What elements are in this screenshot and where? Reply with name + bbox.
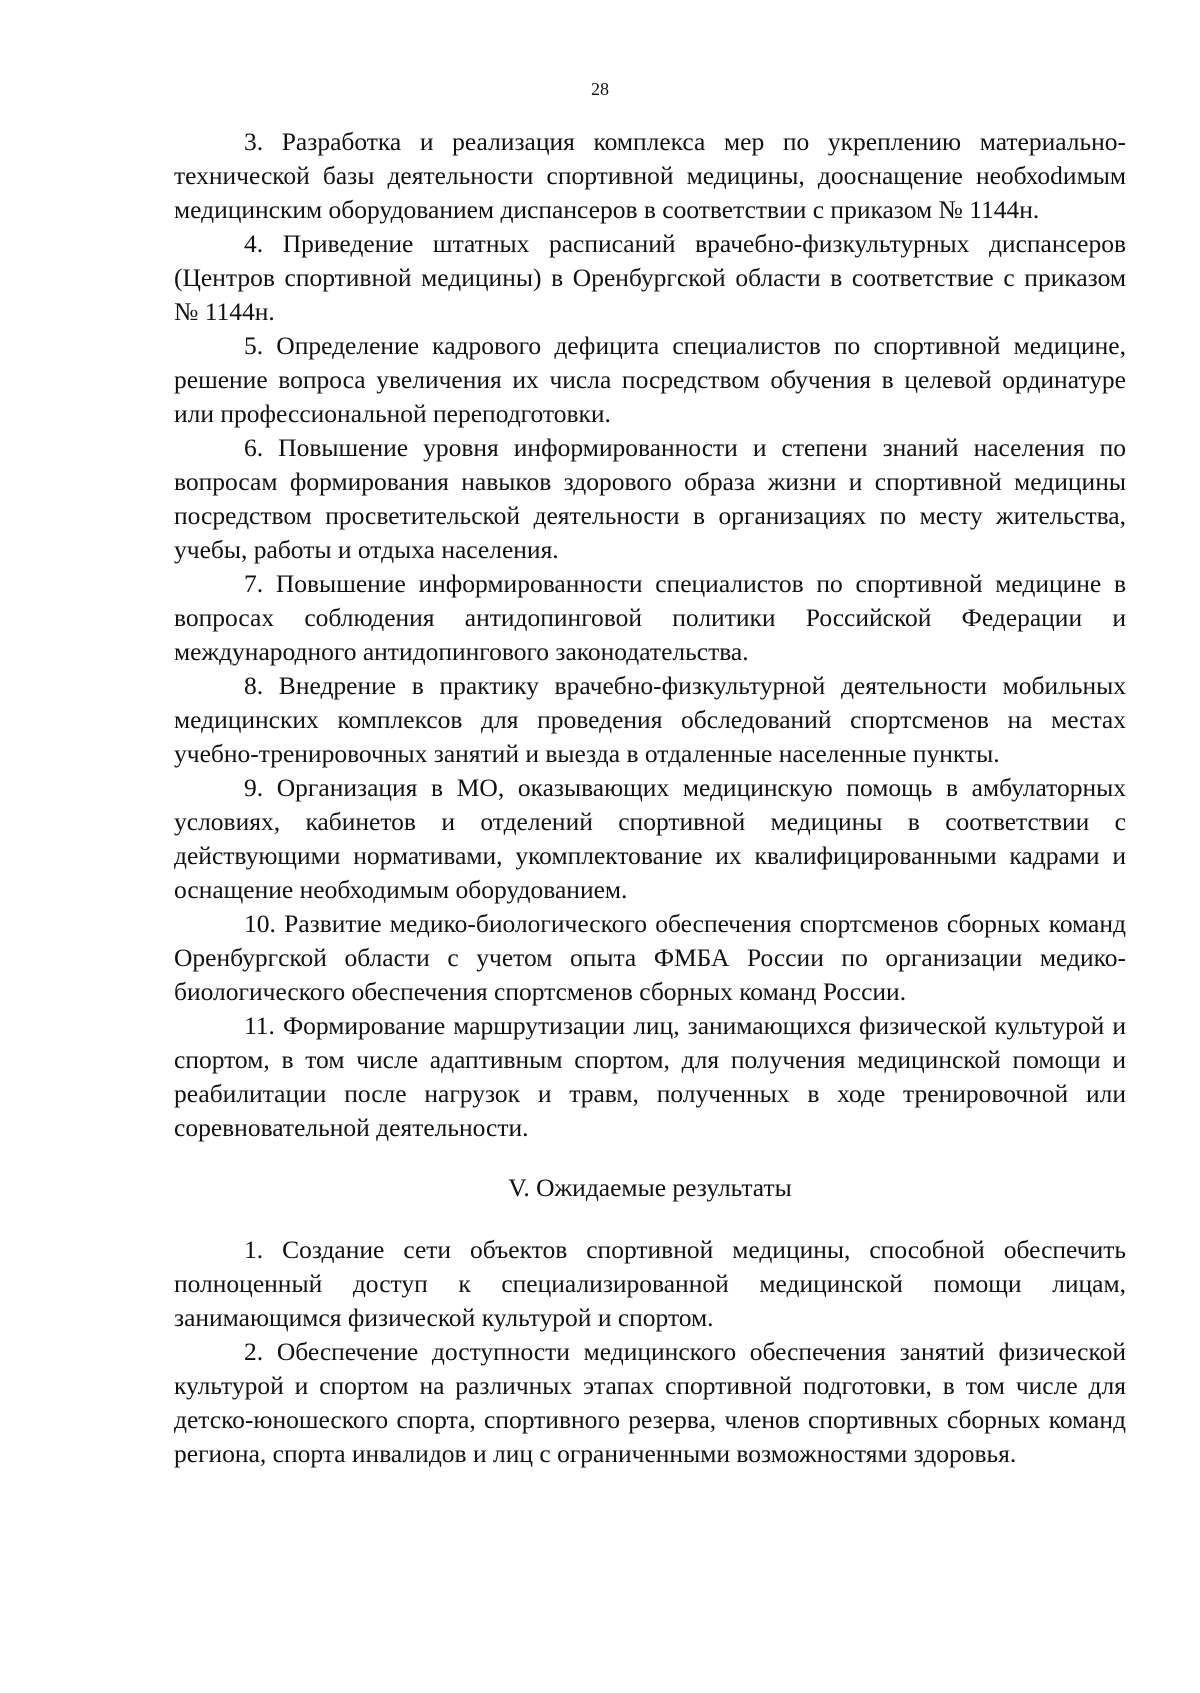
section-heading-expected-results: V. Ожидаемые результаты <box>508 1173 792 1202</box>
measure-paragraph-8: 8. Внедрение в практику врачебно-физкультурной деятельности мобильных медицинских комплексов для проведения обследований спортсменов на местах учебно-тренировочных занятий и выезда в отдаленные населенные пункты. <box>174 671 1126 768</box>
measure-paragraph-11: 11. Формирование маршрутизации лиц, занимающихся физической культурой и спортом, в том числе адаптивным спортом, для получения медицинской помощи и реабилитации после нагрузок и травм, полученных в ходе тренировочной или соревновательной деятельности. <box>174 1011 1126 1142</box>
measure-paragraph-7: 7. Повышение информированности специалистов по спортивной медицине в вопросах соблюдения антидопинговой политики Российской Федерации и международного антидопингового законодательства. <box>174 569 1126 666</box>
measure-paragraph-3: 3. Разработка и реализация комплекса мер по укреплению материально-технической базы деятельности спортивной медицины, дооснащение необхоdимым медицинским оборудованием диспансеров в соответствии с приказом № 1144н. <box>174 127 1126 224</box>
measure-paragraph-5: 5. Определение кадрового дефицита специалистов по спортивной медицине, решение вопроса увеличения их числа посредством обучения в целевой ординатуре или профессиональной переподготовки. <box>174 331 1126 428</box>
measure-paragraph-10: 10. Развитие медико-биологического обеспечения спортсменов сборных команд Оренбургской области с учетом опыта ФМБА России по организации медико-биологического обеспечения спортсменов сборных команд России. <box>174 909 1126 1006</box>
page-number: 28 <box>591 79 609 99</box>
measure-paragraph-4: 4. Приведение штатных расписаний врачебно-физкультурных диспансеров (Центров спортивной медицины) в Оренбургской области в соответствие с приказом № 1144н. <box>174 229 1126 326</box>
result-paragraph-1: 1. Создание сети объектов спортивной медицины, способной обеспечить полноценный доступ к специализированной медицинской помощи лицам, занимающимся физической культурой и спортом. <box>174 1235 1126 1332</box>
measure-paragraph-9: 9. Организация в МО, оказывающих медицинскую помощь в амбулаторных условиях, кабинетов и отделений спортивной медицины в соответствии с действующими нормативами, укомплектование их квалифицированными кадрами и оснащение необходимым оборудованием. <box>174 773 1126 904</box>
result-paragraph-2: 2. Обеспечение доступности медицинского обеспечения занятий физической культурой и спортом на различных этапах спортивной подготовки, в том числе для детско-юношеского спорта, спортивного резерва, членов спортивных сборных команд региона, спорта инвалидов и лиц с ограниченными возможностями здоровья. <box>174 1337 1126 1468</box>
measure-paragraph-6: 6. Повышение уровня информированности и степени знаний населения по вопросам формирования навыков здорового образа жизни и спортивной медицины посредством просветительской деятельности в организациях по месту жительства, учебы, работы и отдыха населения. <box>174 433 1126 564</box>
document-body <box>174 125 1126 1471</box>
